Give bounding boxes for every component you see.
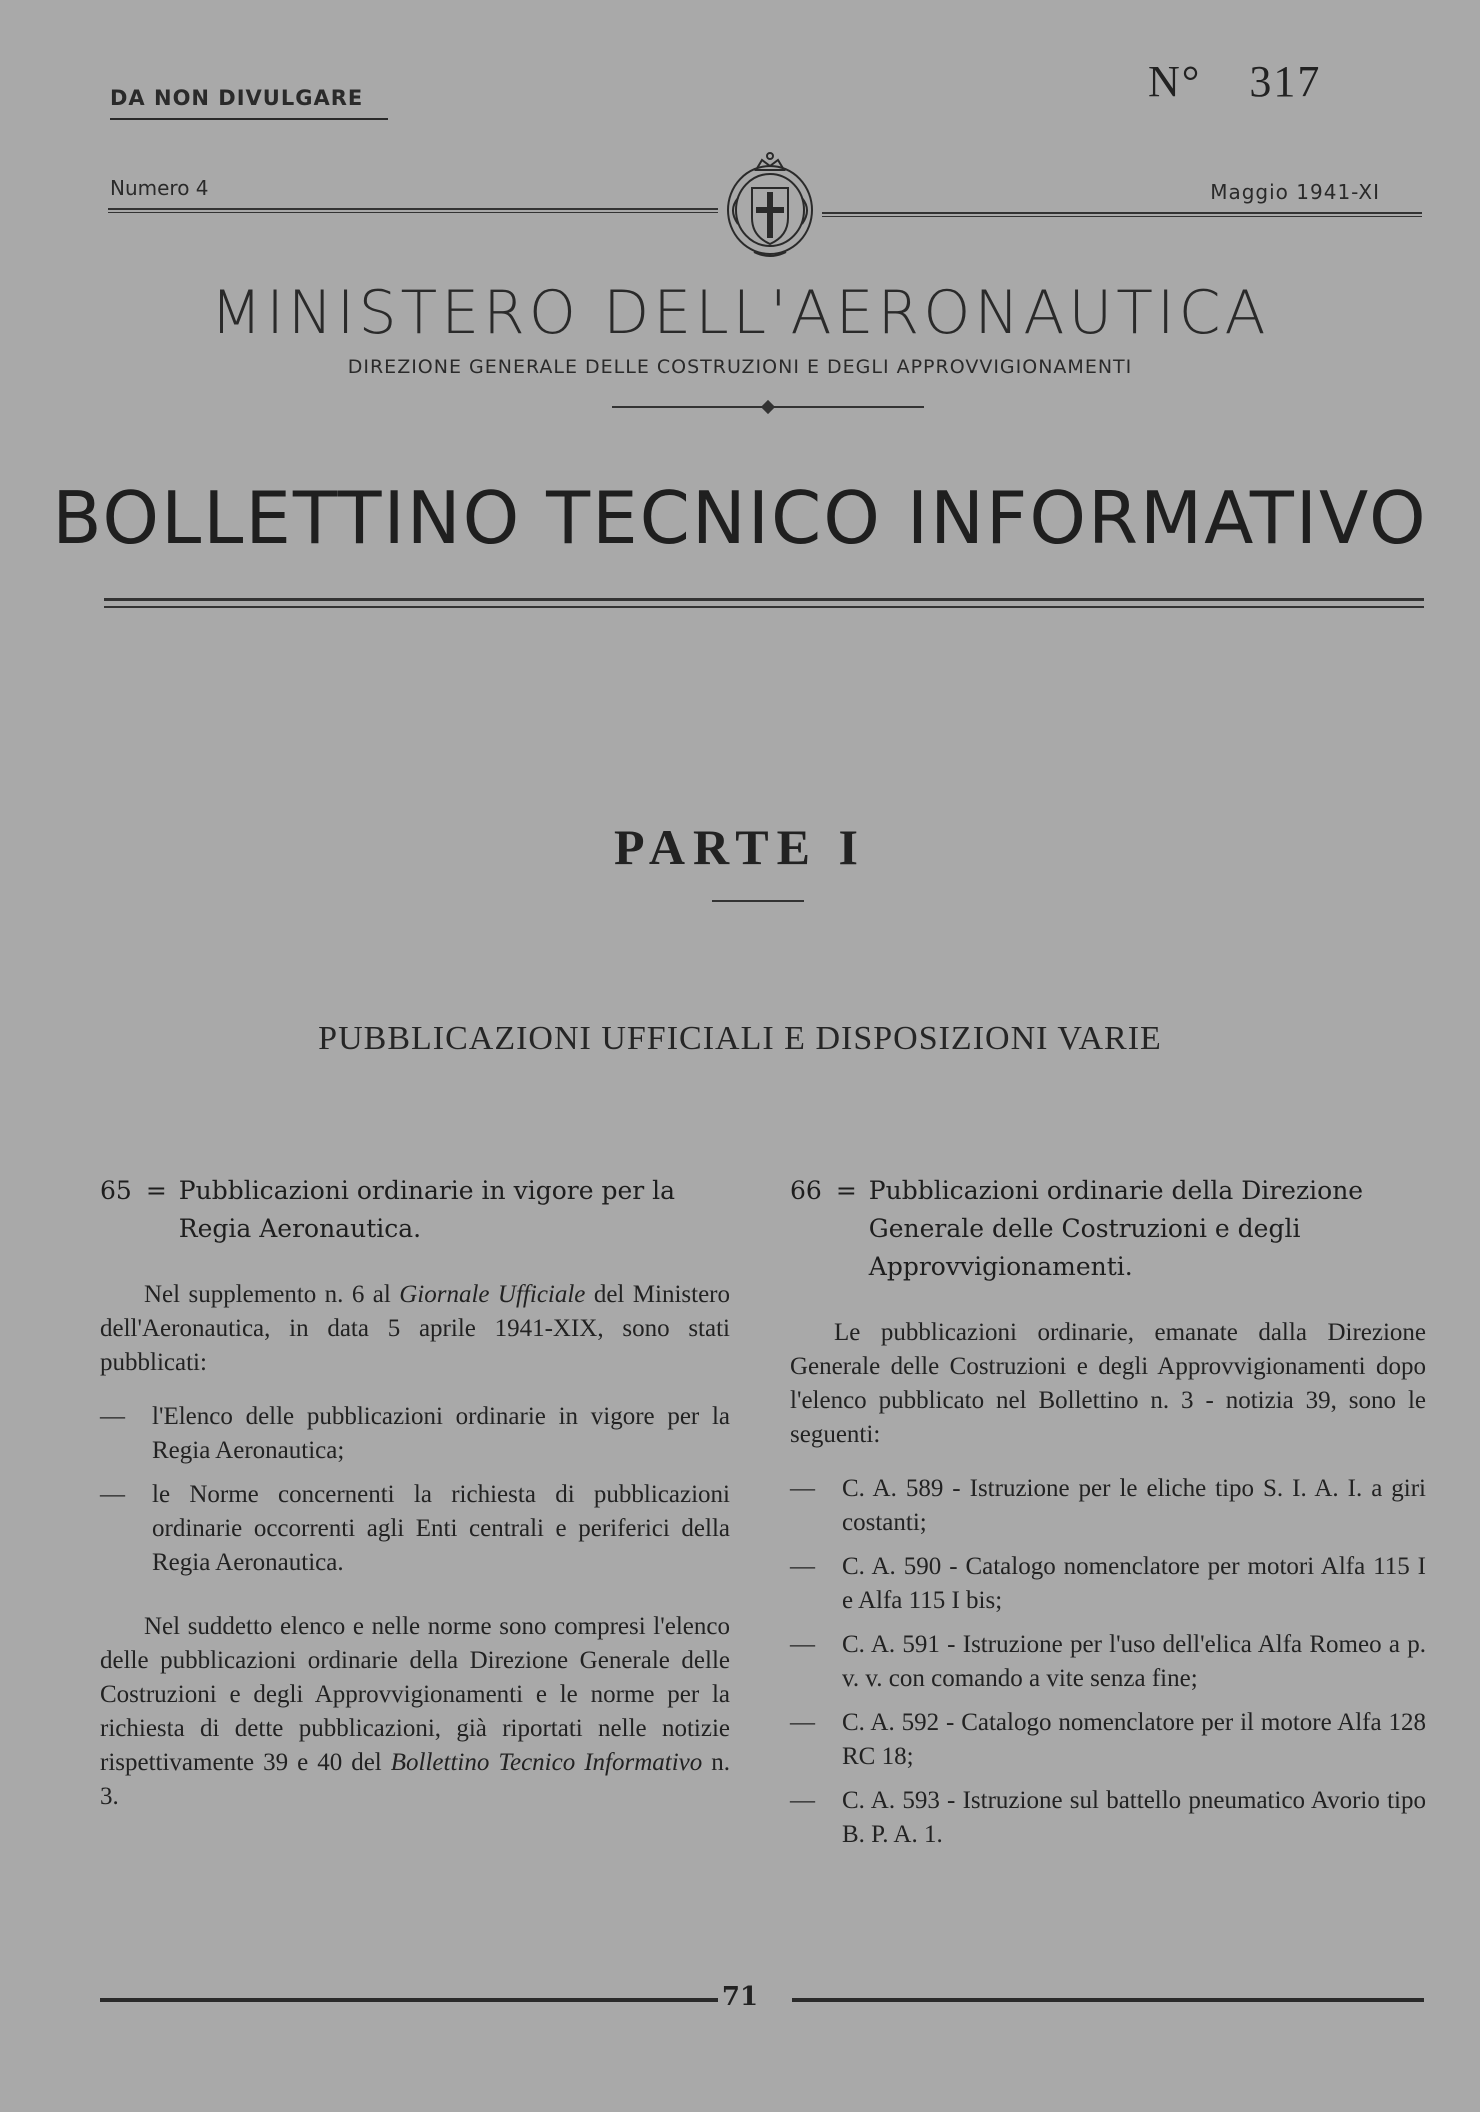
ornament-diamond-icon <box>761 400 775 414</box>
note-heading-text: Pubblicazioni ordinarie della Direzione Generale delle Costruzioni e degli Approvvigionamenti. <box>868 1176 1364 1281</box>
paragraph-text: n. 3. <box>100 1749 730 1810</box>
header-rule-right <box>822 212 1422 217</box>
header-rule-left <box>108 208 718 213</box>
list-dash: — <box>790 1475 815 1502</box>
list-item <box>790 1550 1426 1618</box>
bulletin-title: BOLLETTINO TECNICO INFORMATIVO <box>52 476 1428 560</box>
page-number: 71 <box>721 1982 759 2012</box>
directorate-subtitle: DIREZIONE GENERALE DELLE COSTRUZIONI E DEGLI APPROVVIGIONAMENTI <box>347 356 1133 378</box>
paragraph <box>100 1278 730 1380</box>
copy-number-value: 317 <box>1249 57 1322 106</box>
list-item <box>790 1472 1426 1540</box>
list-item <box>790 1706 1426 1774</box>
title-rule <box>104 598 1424 608</box>
paragraph: Le pubblicazioni ordinarie, emanate dalla Direzione Generale delle Costruzioni e degli Approvvigionamenti dopo l'elenco pubblicato nel Bollettino n. 3 - notizia 39, sono le seguenti: <box>790 1319 1426 1448</box>
ministry-title: MINISTERO DELL'AERONAUTICA <box>210 278 1270 348</box>
part-rule <box>712 900 804 902</box>
royal-coat-of-arms-icon <box>718 148 822 266</box>
list-dash: — <box>100 1481 125 1508</box>
note-separator: = <box>145 1176 167 1205</box>
list-item <box>100 1400 730 1468</box>
note-66-heading <box>790 1172 1426 1286</box>
list-dash: — <box>100 1403 125 1430</box>
paragraph-italic: Giornale Ufficiale <box>399 1281 586 1308</box>
note-66 <box>790 1172 1426 1852</box>
note-separator: = <box>835 1176 857 1205</box>
section-title: PUBBLICAZIONI UFFICIALI E DISPOSIZIONI VARIE <box>318 1020 1162 1057</box>
copy-number-label: N° <box>1148 57 1202 106</box>
paragraph <box>100 1610 730 1814</box>
confidential-underline <box>110 118 388 120</box>
issue-date: Maggio 1941-XI <box>1210 180 1380 204</box>
note-65 <box>100 1172 730 1814</box>
publication-list <box>790 1472 1426 1852</box>
paragraph-text: del Ministero dell'Aeronautica, in data 5 aprile 1941-XIX, sono stati pubblicati: <box>100 1281 730 1376</box>
list-item-text: le Norme concernenti la richiesta di pubblicazioni ordinarie occorrenti agli Enti centrali e periferici della Regia Aeronautica. <box>152 1481 730 1576</box>
note-65-heading <box>100 1172 730 1248</box>
list-dash: — <box>790 1787 815 1814</box>
note-heading-text: Pubblicazioni ordinarie in vigore per la Regia Aeronautica. <box>178 1176 676 1243</box>
issue-number: Numero 4 <box>110 176 209 200</box>
paragraph-text: Nel supplemento n. 6 al <box>144 1281 400 1308</box>
paragraph-text: Nel suddetto elenco e nelle norme sono compresi l'elenco delle pubblicazioni ordinarie della Direzione Generale delle Costruzioni e degli Approvvigionamenti e le norme per la richiesta di dette pubblicazioni, già riportati nelle notizie rispettivamente 39 e 40 del <box>100 1613 730 1776</box>
list-item-text: C. A. 590 - Catalogo nomenclatore per motori Alfa 115 I e Alfa 115 I bis; <box>842 1553 1426 1614</box>
note-number: 65 <box>100 1176 132 1205</box>
list-item-text: C. A. 593 - Istruzione sul battello pneumatico Avorio tipo B. P. A. 1. <box>842 1787 1426 1848</box>
list-dash: — <box>790 1553 815 1580</box>
list-dash: — <box>790 1709 815 1736</box>
copy-number <box>1148 56 1321 107</box>
publication-list <box>100 1400 730 1580</box>
note-number: 66 <box>790 1176 822 1205</box>
part-title: PARTE I <box>614 819 866 875</box>
list-item-text: l'Elenco delle pubblicazioni ordinarie in vigore per la Regia Aeronautica; <box>152 1403 730 1464</box>
list-item-text: C. A. 592 - Catalogo nomenclatore per il motore Alfa 128 RC 18; <box>842 1709 1426 1770</box>
list-item <box>790 1628 1426 1696</box>
list-item-text: C. A. 589 - Istruzione per le eliche tipo S. I. A. I. a giri costanti; <box>842 1475 1426 1536</box>
list-item-text: C. A. 591 - Istruzione per l'uso dell'elica Alfa Romeo a p. v. v. con comando a vite senza fine; <box>842 1631 1426 1692</box>
list-item <box>100 1478 730 1580</box>
list-dash: — <box>790 1631 815 1658</box>
paragraph-italic: Bollettino Tecnico Informativo <box>390 1749 703 1776</box>
confidential-stamp: DA NON DIVULGARE <box>110 86 364 110</box>
list-item <box>790 1784 1426 1852</box>
